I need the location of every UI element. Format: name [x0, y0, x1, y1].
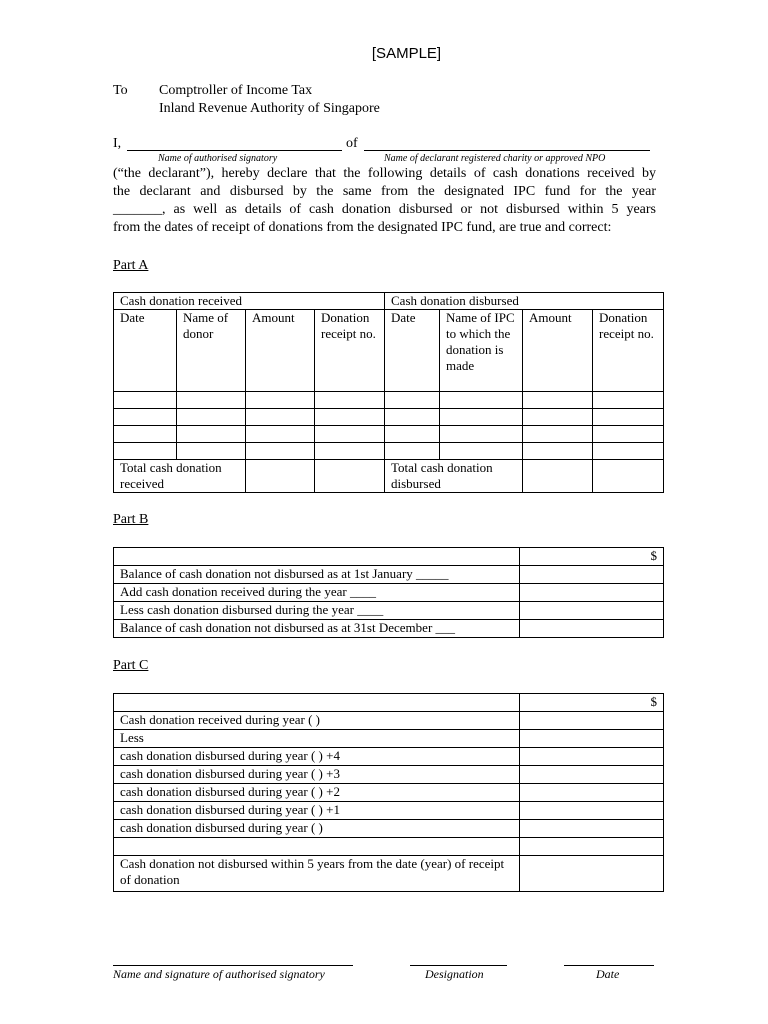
- addressee-line-1: Comptroller of Income Tax: [159, 83, 313, 98]
- addressee-line-2: Inland Revenue Authority of Singapore: [159, 101, 380, 116]
- col-amount: Amount: [246, 310, 315, 392]
- table-row: Balance of cash donation not disbursed as at 1st January _____: [114, 566, 664, 584]
- part-b-table: [113, 547, 664, 638]
- declaration-line: _______, as well as details of cash donation disbursed or not disbursed within 5 years: [113, 202, 656, 217]
- total-disbursed-amount[interactable]: [523, 460, 593, 493]
- designation-caption: Designation: [425, 967, 484, 981]
- currency-symbol: $: [520, 694, 664, 712]
- col-receipt-2: Donation receipt no.: [593, 310, 664, 392]
- received-header: Cash donation received: [114, 293, 385, 310]
- signature-line[interactable]: [113, 965, 353, 966]
- declaration-line: (“the declarant”), hereby declare that the following details of cash donations received by: [113, 166, 656, 181]
- col-amount-2: Amount: [523, 310, 593, 392]
- currency-symbol: $: [520, 548, 664, 566]
- part-c-heading: Part C: [113, 658, 149, 673]
- total-received-label: Total cash donation received: [114, 460, 246, 493]
- part-b-heading: Part B: [113, 512, 149, 527]
- table-row: cash donation disbursed during year ( ) +1: [114, 802, 664, 820]
- i-label: I,: [113, 136, 122, 151]
- part-c-table: [113, 693, 664, 892]
- table-row: cash donation disbursed during year ( ) +2: [114, 784, 664, 802]
- signature-caption: Name and signature of authorised signatory: [113, 967, 325, 981]
- table-row: [114, 838, 664, 856]
- table-row: [114, 443, 664, 460]
- table-row: Balance of cash donation not disbursed as at 31st December ___: [114, 620, 664, 638]
- caption-signatory: Name of authorised signatory: [158, 153, 278, 164]
- to-label: To: [113, 83, 128, 98]
- disbursed-header: Cash donation disbursed: [385, 293, 664, 310]
- col-date: Date: [114, 310, 177, 392]
- col-date-2: Date: [385, 310, 440, 392]
- document-title: [SAMPLE]: [371, 45, 442, 62]
- table-row: cash donation disbursed during year ( ) +3: [114, 766, 664, 784]
- declaration-line: from the dates of receipt of donations from the designated IPC fund, are true and correct:: [113, 220, 612, 235]
- table-row: Less: [114, 730, 664, 748]
- table-row: [114, 392, 664, 409]
- table-row: [114, 426, 664, 443]
- table-row: Less cash donation disbursed during the year ____: [114, 602, 664, 620]
- date-line[interactable]: [564, 965, 654, 966]
- declarant-name-blank[interactable]: [364, 150, 650, 151]
- col-receipt: Donation receipt no.: [315, 310, 385, 392]
- part-a-table: [113, 292, 664, 493]
- signatory-name-blank[interactable]: [127, 150, 342, 151]
- date-caption: Date: [596, 967, 620, 981]
- col-name-donor: Name of donor: [177, 310, 246, 392]
- total-received-amount[interactable]: [246, 460, 315, 493]
- designation-line[interactable]: [410, 965, 507, 966]
- of-label: of: [346, 136, 358, 151]
- declaration-paragraph: [113, 165, 656, 237]
- part-a-heading: Part A: [113, 258, 149, 273]
- table-row: Cash donation received during year ( ): [114, 712, 664, 730]
- table-row: cash donation disbursed during year ( ): [114, 820, 664, 838]
- table-row: cash donation disbursed during year ( ) +4: [114, 748, 664, 766]
- total-disbursed-label: Total cash donation disbursed: [385, 460, 523, 493]
- table-row: Cash donation not disbursed within 5 years from the date (year) of receipt of donation: [114, 856, 664, 892]
- table-row: [114, 409, 664, 426]
- caption-declarant: Name of declarant registered charity or approved NPO: [384, 153, 606, 164]
- col-name-ipc: Name of IPC to which the donation is made: [440, 310, 523, 392]
- declaration-line: the declarant and disbursed by the same from the designated IPC fund for the year: [113, 184, 656, 199]
- table-row: Add cash donation received during the year ____: [114, 584, 664, 602]
